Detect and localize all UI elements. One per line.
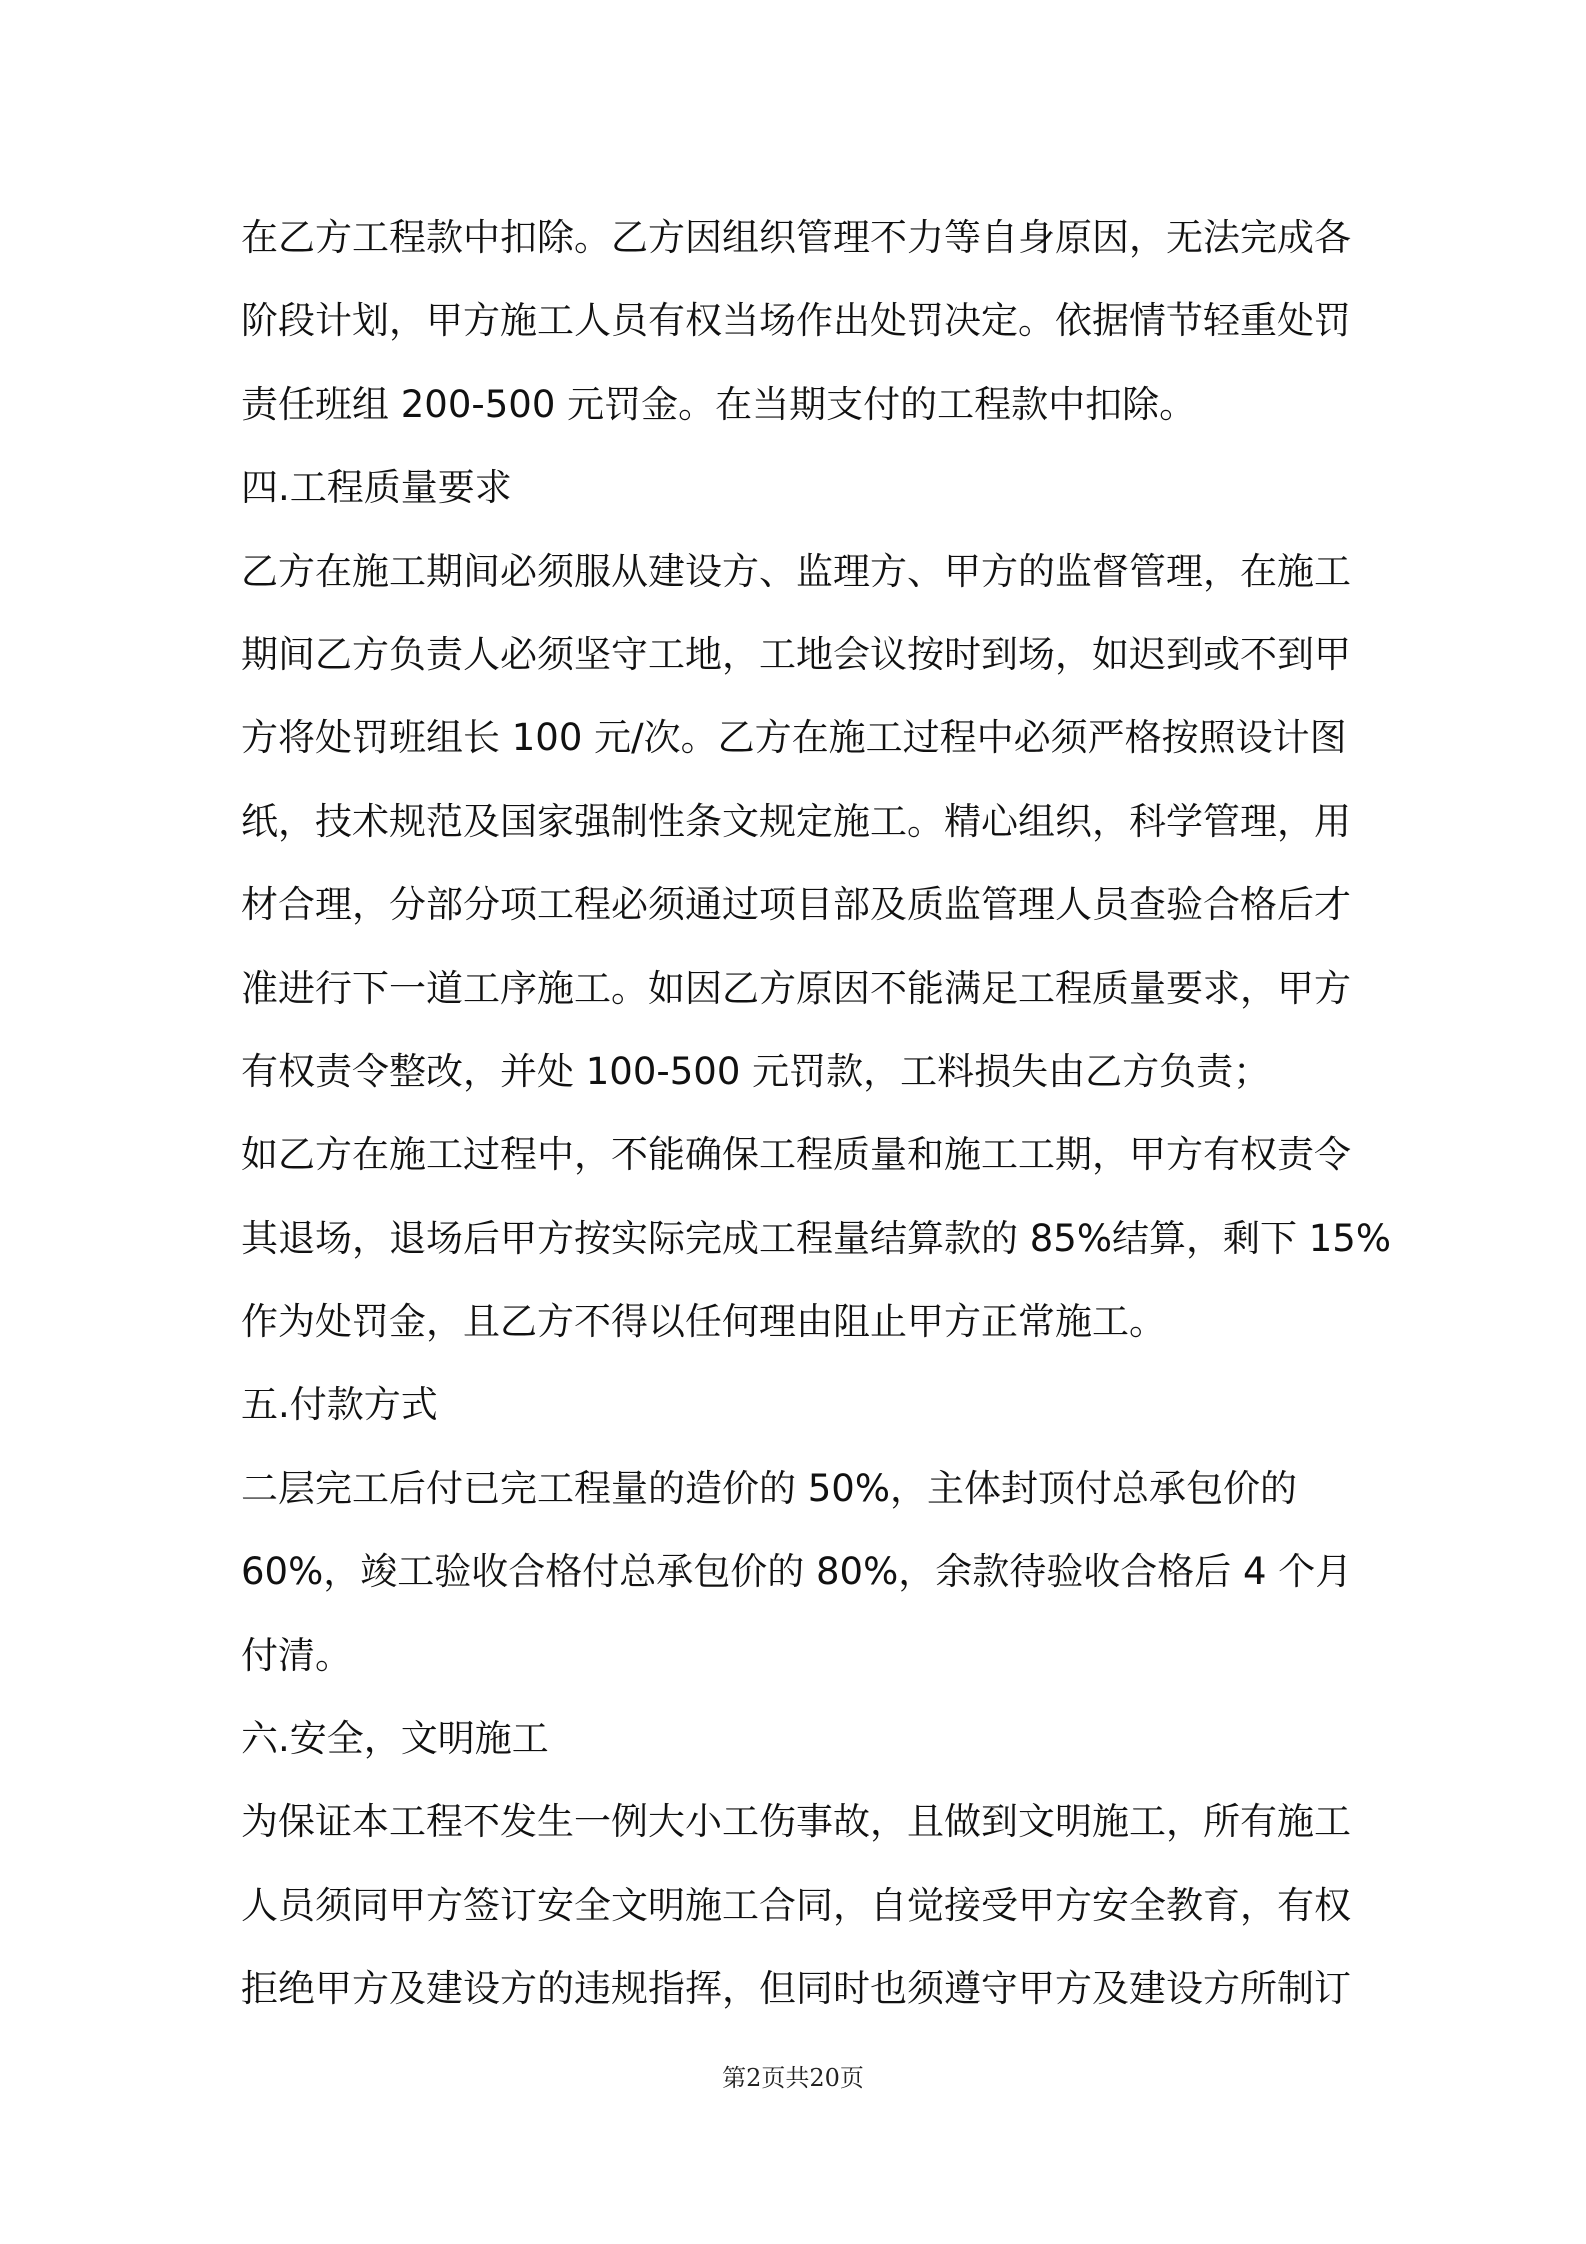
body-line: 人员须同甲方签订安全文明施工合同，自觉接受甲方安全教育，有权	[241, 1883, 1351, 1927]
body-line: 方将处罚班组长 100 元/次。乙方在施工过程中必须严格按照设计图	[241, 716, 1347, 760]
section-heading-payment: 五.付款方式	[241, 1383, 438, 1427]
body-line: 材合理，分部分项工程必须通过项目部及质监管理人员查验合格后才	[241, 883, 1351, 927]
section-heading-safety: 六.安全，文明施工	[241, 1717, 549, 1761]
page-body	[241, 196, 1391, 2031]
body-line: 有权责令整改，并处 100-500 元罚款，工料损失由乙方负责；	[241, 1049, 1271, 1093]
body-line: 责任班组 200-500 元罚金。在当期支付的工程款中扣除。	[241, 382, 1197, 426]
body-line: 如乙方在施工过程中，不能确保工程质量和施工工期，甲方有权责令	[241, 1133, 1351, 1177]
body-line: 其退场，退场后甲方按实际完成工程量结算款的 85%结算，剩下 15%	[241, 1216, 1391, 1260]
body-line: 准进行下一道工序施工。如因乙方原因不能满足工程质量要求，甲方	[241, 966, 1351, 1010]
body-line: 作为处罚金，且乙方不得以任何理由阻止甲方正常施工。	[241, 1300, 1166, 1344]
body-line: 拒绝甲方及建设方的违规指挥，但同时也须遵守甲方及建设方所制订	[241, 1967, 1351, 2011]
page-number-footer: 第2页共20页	[722, 2064, 864, 2092]
section-heading-quality: 四.工程质量要求	[241, 466, 512, 510]
body-line: 乙方在施工期间必须服从建设方、监理方、甲方的监督管理，在施工	[241, 549, 1351, 593]
body-line: 为保证本工程不发生一例大小工伤事故，且做到文明施工，所有施工	[241, 1800, 1351, 1844]
body-line: 在乙方工程款中扣除。乙方因组织管理不力等自身原因，无法完成各	[241, 216, 1351, 259]
body-line: 阶段计划，甲方施工人员有权当场作出处罚决定。依据情节轻重处罚	[241, 299, 1351, 343]
body-line: 二层完工后付已完工程量的造价的 50%，主体封顶付总承包价的	[241, 1466, 1297, 1510]
body-line: 60%，竣工验收合格付总承包价的 80%，余款待验收合格后 4 个月	[241, 1550, 1353, 1594]
body-line: 期间乙方负责人必须坚守工地，工地会议按时到场，如迟到或不到甲	[241, 632, 1351, 676]
body-line: 付清。	[241, 1633, 352, 1677]
body-line: 纸，技术规范及国家强制性条文规定施工。精心组织，科学管理，用	[241, 799, 1351, 843]
